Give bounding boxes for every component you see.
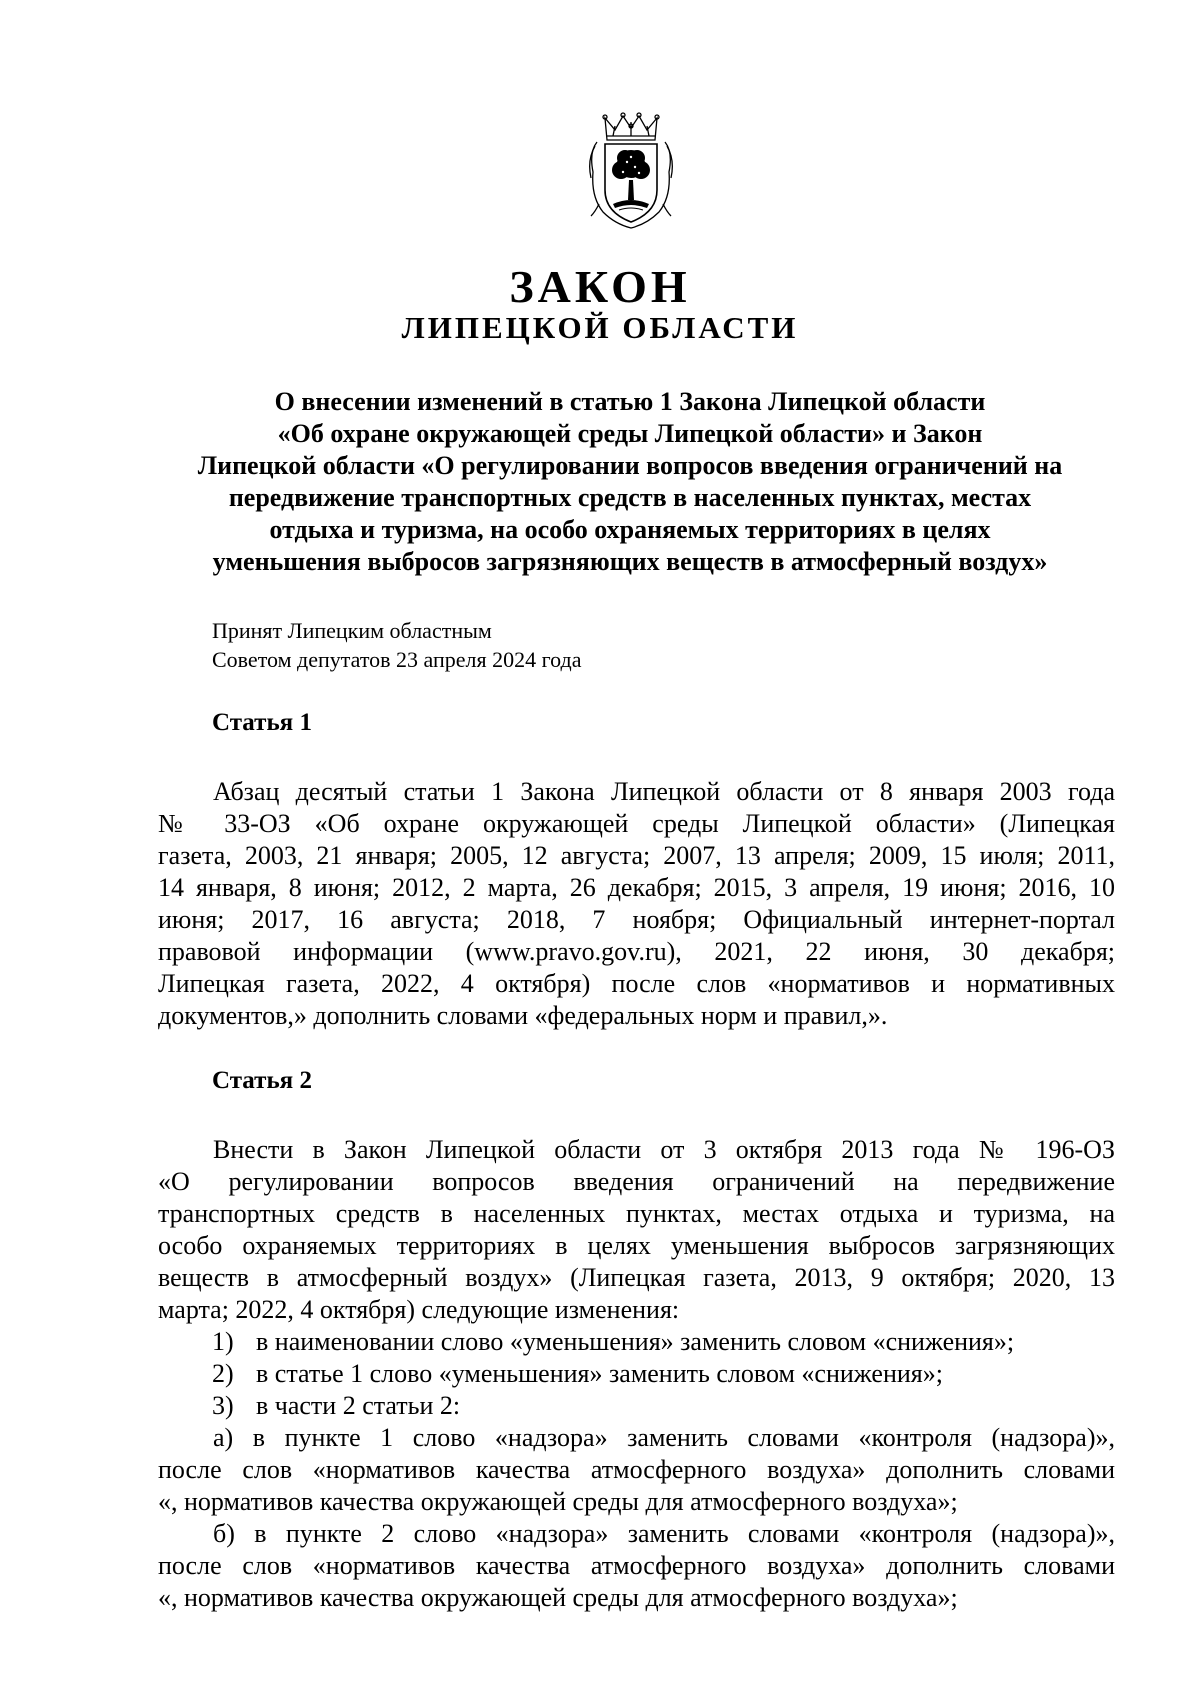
list-item-number: 2) xyxy=(212,1359,234,1388)
article-2-intro xyxy=(158,1134,1115,1326)
list-item xyxy=(212,1326,1014,1358)
text-line: 14 января, 8 июня; 2012, 2 марта, 26 декабря; 2015, 3 апреля, 19 июня; 2016, 10 xyxy=(158,873,1115,902)
text-line: документов,» дополнить словами «федеральных норм и правил,». xyxy=(158,1001,888,1030)
text-line: «, нормативов качества окружающей среды для атмосферного воздуха»; xyxy=(158,1583,958,1612)
heading-line: уменьшения выбросов загрязняющих веществ в атмосферный воздух» xyxy=(212,547,1048,576)
list-item-number: 3) xyxy=(212,1391,234,1420)
list-item-text: в части 2 статьи 2: xyxy=(256,1391,461,1420)
text-line: июня; 2017, 16 августа; 2018, 7 ноября; Официальный интернет-портал xyxy=(158,905,1115,934)
list-item xyxy=(212,1390,460,1422)
article-2-title: Статья 2 xyxy=(212,1067,312,1094)
text-line: после слов «нормативов качества атмосферного воздуха» дополнить словами xyxy=(158,1551,1115,1580)
law-heading xyxy=(140,386,1120,578)
text-line: транспортных средств в населенных пунктах, местах отдыха и туризма, на xyxy=(158,1199,1115,1228)
article-1-text xyxy=(158,776,1115,1032)
lipetsk-oblast-coat-of-arms-icon xyxy=(585,112,677,232)
text-line: особо охраняемых территориях в целях уменьшения выбросов загрязняющих xyxy=(158,1231,1115,1260)
adoption-line: Советом депутатов 23 апреля 2024 года xyxy=(212,647,582,672)
text-line: «, нормативов качества окружающей среды для атмосферного воздуха»; xyxy=(158,1487,958,1516)
heading-line: передвижение транспортных средств в населенных пунктах, местах xyxy=(228,483,1032,512)
adoption-line: Принят Липецким областным xyxy=(212,618,492,643)
list-item-text: в статье 1 слово «уменьшения» заменить словом «снижения»; xyxy=(256,1359,943,1388)
text-line: после слов «нормативов качества атмосферного воздуха» дополнить словами xyxy=(158,1455,1115,1484)
heading-line: отдыха и туризма, на особо охраняемых территориях в целях xyxy=(269,515,991,544)
list-item-number: 1) xyxy=(212,1327,234,1356)
text-line: газета, 2003, 21 января; 2005, 12 августа; 2007, 13 апреля; 2009, 15 июля; 2011, xyxy=(158,841,1115,870)
text-line: № 33-ОЗ «Об охране окружающей среды Липецкой области» (Липецкая xyxy=(158,809,1115,838)
text-line: б) в пункте 2 слово «надзора» заменить словами «контроля (надзора)», xyxy=(213,1519,1115,1548)
document-title: ЗАКОН xyxy=(509,261,691,312)
article-1-title: Статья 1 xyxy=(212,709,312,736)
text-line: Внести в Закон Липецкой области от 3 октября 2013 года № 196-ОЗ xyxy=(213,1135,1115,1164)
text-line: правовой информации (www.pravo.gov.ru), 2021, 22 июня, 30 декабря; xyxy=(158,937,1115,966)
heading-line: «Об охране окружающей среды Липецкой области» и Закон xyxy=(277,419,983,448)
adoption-note xyxy=(212,616,581,674)
text-line: Липецкая газета, 2022, 4 октября) после слов «нормативов и нормативных xyxy=(158,969,1115,998)
text-line: Абзац десятый статьи 1 Закона Липецкой области от 8 января 2003 года xyxy=(213,777,1115,806)
subitem-b xyxy=(158,1518,1115,1614)
text-line: веществ в атмосферный воздух» (Липецкая газета, 2013, 9 октября; 2020, 13 xyxy=(158,1263,1115,1292)
text-line: марта; 2022, 4 октября) следующие изменения: xyxy=(158,1295,680,1324)
text-line: «О регулировании вопросов введения ограничений на передвижение xyxy=(158,1167,1115,1196)
document-subtitle: ЛИПЕЦКОЙ ОБЛАСТИ xyxy=(401,310,799,345)
list-item-text: в наименовании слово «уменьшения» заменить словом «снижения»; xyxy=(256,1327,1015,1356)
text-line: а) в пункте 1 слово «надзора» заменить словами «контроля (надзора)», xyxy=(213,1423,1115,1452)
heading-line: Липецкой области «О регулировании вопросов введения ограничений на xyxy=(197,451,1063,480)
subitem-a xyxy=(158,1422,1115,1518)
list-item xyxy=(212,1358,943,1390)
heading-line: О внесении изменений в статью 1 Закона Липецкой области xyxy=(274,387,986,416)
